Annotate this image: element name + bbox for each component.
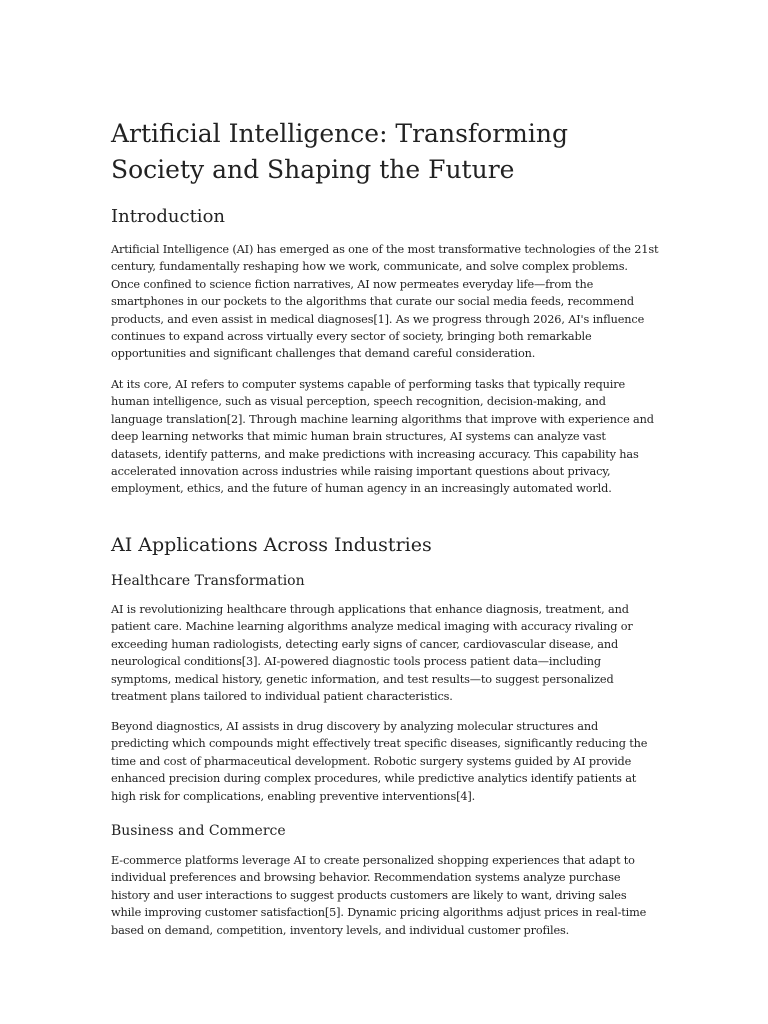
business-paragraph-1: E-commerce platforms leverage AI to create personalized shopping experiences that adapt to individual preferences and browsing behavior. Recommendation systems analyze purchase history and user interactions to suggest products customers are likely to want, driving sales while improving customer satisfaction[5]. Dynamic pricing algorithms adjust prices in real-time based on demand, competition, inventory levels, and individual customer profiles.	[111, 854, 647, 937]
healthcare-paragraph-2: Beyond diagnostics, AI assists in drug discovery by analyzing molecular structures and predicting which compounds might effectively treat specific diseases, significantly reducing the time and cost of pharmaceutical development. Robotic surgery systems guided by AI provide enhanced precision during complex procedures, while predictive analytics identify patients at high risk for complications, enabling preventive interventions[4].	[111, 720, 648, 803]
healthcare-paragraph-1: AI is revolutionizing healthcare through applications that enhance diagnosis, treatment, and patient care. Machine learning algorithms analyze medical imaging with accuracy rivaling or exceeding human radiologists, detecting early signs of cancer, cardiovascular disease, and neurological conditions[3]. AI-powered diagnostic tools process patient data—including symptoms, medical history, genetic information, and test results—to suggest personalized treatment plans tailored to individual patient characteristics.	[111, 603, 633, 704]
intro-paragraph-2: At its core, AI refers to computer systems capable of performing tasks that typically require human intelligence, such as visual perception, speech recognition, decision-making, and language translation[2]. Through machine learning algorithms that improve with experience and deep learning networks that mimic human brain structures, AI systems can analyze vast datasets, identify patterns, and make predictions with increasing accuracy. This capability has accelerated innovation across industries while raising important questions about privacy, employment, ethics, and the future of human agency in an increasingly automated world.	[111, 378, 654, 496]
document-title: Artificial Intelligence: Transforming Society and Shaping the Future	[111, 119, 568, 184]
section-heading-ai-applications: AI Applications Across Industries	[111, 534, 432, 556]
subsection-heading-healthcare: Healthcare Transformation	[111, 573, 305, 589]
intro-paragraph-1: Artificial Intelligence (AI) has emerged as one of the most transformative technologies of the 21st century, fundamentally reshaping how we work, communicate, and solve complex problems. Once confined to science fiction narratives, AI now permeates everyday life—from the smartphones in our pockets to the algorithms that curate our social media feeds, recommend products, and even assist in medical diagnoses[1]. As we progress through 2026, AI's influence continues to expand across virtually every sector of society, bringing both remarkable opportunities and significant challenges that demand careful consideration.	[111, 243, 659, 361]
subsection-heading-business: Business and Commerce	[111, 823, 286, 839]
section-heading-introduction: Introduction	[111, 206, 225, 227]
